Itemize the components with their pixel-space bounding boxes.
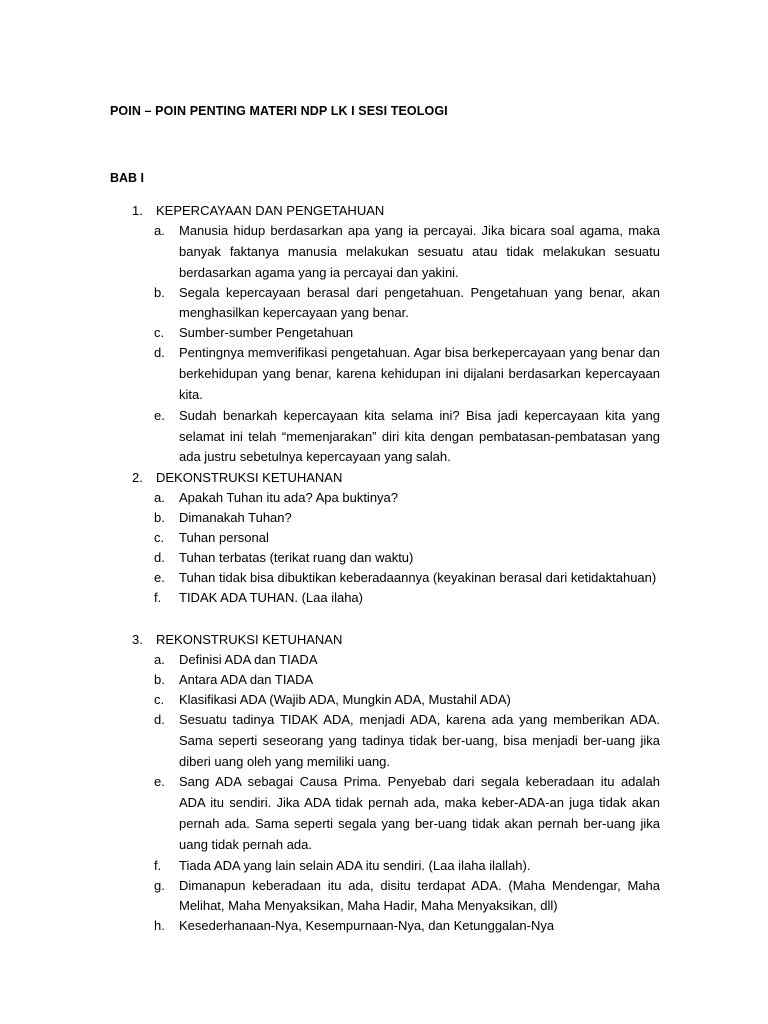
item-letter: a. bbox=[154, 223, 165, 238]
item-letter: b. bbox=[154, 510, 165, 525]
item-text: Antara ADA dan TIADA bbox=[179, 672, 314, 687]
item-letter: g. bbox=[154, 877, 165, 893]
section-title: DEKONSTRUKSI KETUHANAN bbox=[156, 470, 343, 485]
item-letter: f. bbox=[154, 857, 162, 873]
list-item bbox=[110, 772, 660, 855]
item-text: Dimanapun keberadaan itu ada, disitu terdapat ADA. (Maha Mendengar, Maha Melihat, Maha Menyaksikan, Maha Hadir, Maha Menyaksikan, dll) bbox=[179, 877, 660, 913]
item-text: Apakah Tuhan itu ada? Apa buktinya? bbox=[179, 490, 399, 505]
section-number: 1. bbox=[132, 203, 143, 218]
item-text: TIDAK ADA TUHAN. (Laa ilaha) bbox=[179, 590, 363, 605]
item-text: Definisi ADA dan TIADA bbox=[179, 652, 318, 667]
list-item bbox=[110, 710, 660, 772]
chapter-heading: BAB I bbox=[110, 171, 145, 185]
item-letter: e. bbox=[154, 774, 165, 790]
item-letter: c. bbox=[154, 692, 165, 707]
item-letter: h. bbox=[154, 917, 165, 933]
item-letter: e. bbox=[154, 570, 165, 585]
section-heading bbox=[110, 201, 660, 221]
section-number: 2. bbox=[132, 470, 143, 485]
item-letter: c. bbox=[154, 325, 165, 341]
item-letter: d. bbox=[154, 345, 165, 361]
list-item bbox=[110, 548, 660, 568]
list-item bbox=[110, 588, 660, 608]
section-heading bbox=[110, 630, 660, 650]
item-letter: d. bbox=[154, 712, 165, 727]
section-rekonstruksi bbox=[110, 630, 660, 936]
item-letter: f. bbox=[154, 590, 162, 605]
list-item bbox=[110, 690, 660, 710]
item-text: Tuhan personal bbox=[179, 530, 269, 545]
item-text: Segala kepercayaan berasal dari pengetahuan. Pengetahuan yang benar, akan menghasilkan kepercayaan yang benar. bbox=[179, 285, 660, 321]
document-title: POIN – POIN PENTING MATERI NDP LK I SESI TEOLOGI bbox=[110, 104, 448, 118]
item-list bbox=[110, 650, 660, 936]
item-list bbox=[110, 488, 660, 608]
list-item bbox=[110, 508, 660, 528]
item-text: Sesuatu tadinya TIDAK ADA, menjadi ADA, karena ada yang memberikan ADA. Sama seperti seseorang yang tadinya tidak ber-uang, bisa menjadi ber-uang jika diberi uang oleh yang memiliki uang. bbox=[179, 712, 660, 769]
list-item bbox=[110, 528, 660, 548]
list-item bbox=[110, 568, 660, 588]
list-item bbox=[110, 323, 660, 343]
item-letter: e. bbox=[154, 407, 165, 423]
list-item bbox=[110, 650, 660, 670]
section-title: REKONSTRUKSI KETUHANAN bbox=[156, 632, 343, 647]
item-letter: b. bbox=[154, 672, 165, 687]
section-heading bbox=[110, 468, 660, 488]
item-text: Sudah benarkah kepercayaan kita selama ini? Bisa jadi kepercayaan kita yang selamat ini telah “memenjarakan” diri kita dengan pembatasan-pembatasan yang ada justru sebetulnya kepercayaan yang salah. bbox=[179, 407, 660, 465]
item-letter: d. bbox=[154, 550, 165, 565]
section-dekonstruksi bbox=[110, 468, 660, 608]
item-text: Kesederhanaan-Nya, Kesempurnaan-Nya, dan Ketunggalan-Nya bbox=[179, 917, 555, 933]
item-letter: a. bbox=[154, 490, 165, 505]
item-text: Tiada ADA yang lain selain ADA itu sendiri. (Laa ilaha ilallah). bbox=[179, 857, 531, 873]
list-item bbox=[110, 670, 660, 690]
list-item bbox=[110, 856, 660, 876]
list-item bbox=[110, 343, 660, 405]
item-list bbox=[110, 221, 660, 468]
item-text: Klasifikasi ADA (Wajib ADA, Mungkin ADA, Mustahil ADA) bbox=[179, 692, 511, 707]
item-letter: c. bbox=[154, 530, 165, 545]
item-text: Sumber-sumber Pengetahuan bbox=[179, 325, 354, 341]
item-text: Sang ADA sebagai Causa Prima. Penyebab dari segala keberadaan itu adalah ADA itu sendiri. Jika ADA tidak pernah ada, maka keber-ADA-an juga tidak akan pernah ada. Sama seperti segala yang ber-uang tidak akan pernah ber-uang jika uang tidak pernah ada. bbox=[179, 774, 660, 852]
item-text: Dimanakah Tuhan? bbox=[179, 510, 292, 525]
section-title: KEPERCAYAAN DAN PENGETAHUAN bbox=[156, 203, 385, 218]
list-item bbox=[110, 283, 660, 323]
item-text: Pentingnya memverifikasi pengetahuan. Agar bisa berkepercayaan yang benar dan berkehidupan yang benar, karena kehidupan ini dijalani berdasarkan kepercayaan kita. bbox=[179, 345, 660, 402]
list-item bbox=[110, 406, 660, 468]
item-letter: b. bbox=[154, 285, 165, 301]
list-item bbox=[110, 876, 660, 916]
section-kepercayaan bbox=[110, 201, 660, 468]
list-item bbox=[110, 916, 660, 936]
item-text: Tuhan terbatas (terikat ruang dan waktu) bbox=[179, 550, 414, 565]
item-text: Manusia hidup berdasarkan apa yang ia percayai. Jika bicara soal agama, maka banyak faktanya manusia melakukan sesuatu atau tidak melakukan sesuatu berdasarkan agama yang ia percayai dan yakini. bbox=[179, 223, 660, 280]
list-item bbox=[110, 221, 660, 283]
item-text: Tuhan tidak bisa dibuktikan keberadaannya (keyakinan berasal dari ketidaktahuan) bbox=[179, 570, 657, 585]
section-number: 3. bbox=[132, 632, 143, 647]
list-item bbox=[110, 488, 660, 508]
item-letter: a. bbox=[154, 652, 165, 667]
